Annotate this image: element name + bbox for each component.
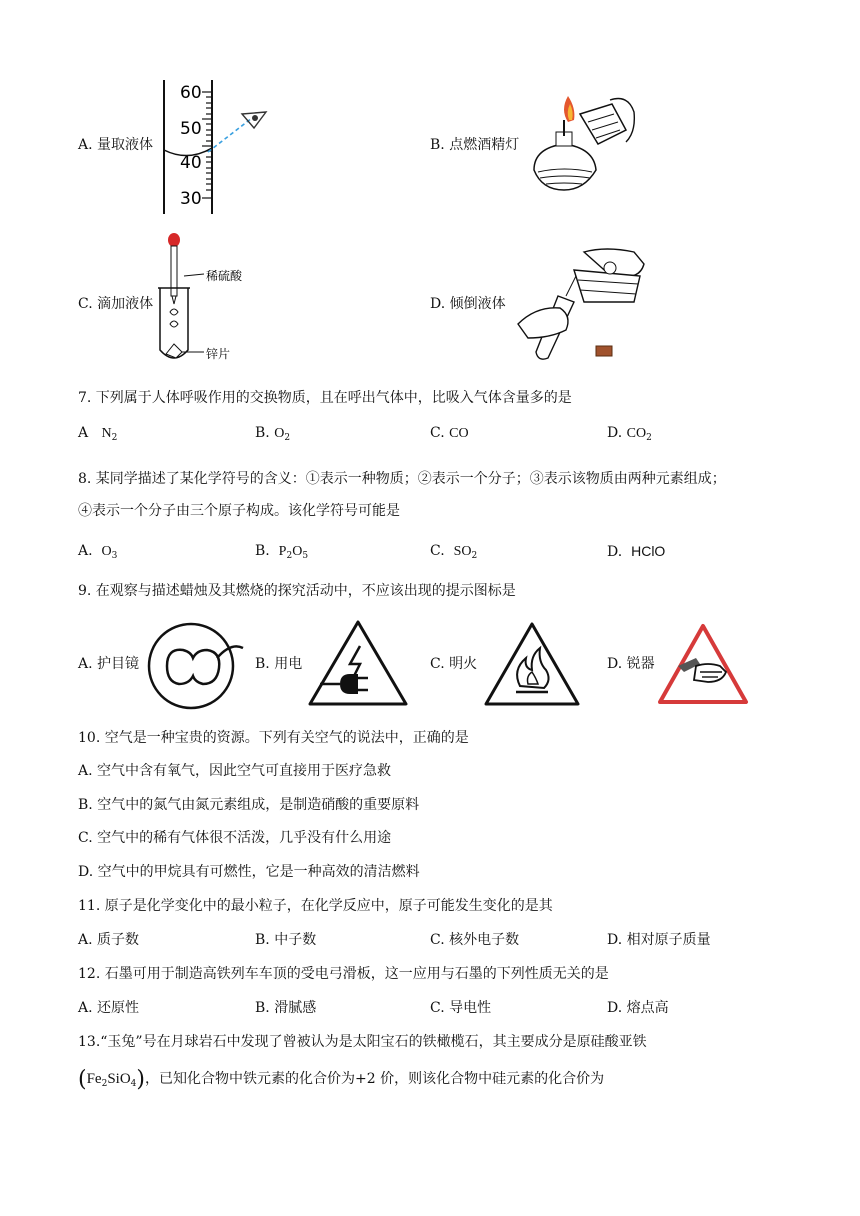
q9-option-c-label: C. 明火 <box>430 656 478 672</box>
q13-stem-line1: 13.“玉兔”号在月球岩石中发现了曾被认为是太阳宝石的铁橄榄石，其主要成分是原硅酸亚铁 <box>78 1034 647 1050</box>
q12-stem: 12. 石墨可用于制造高铁列车车顶的受电弓滑板，这一应用与石墨的下列性质无关的是 <box>78 966 609 982</box>
q9-stem: 9. 在观察与描述蜡烛及其燃烧的探究活动中，不应该出现的提示图标是 <box>78 583 516 599</box>
scale-label-60: 60 <box>180 83 202 103</box>
electricity-icon <box>306 618 410 708</box>
q8-option-d[interactable]: D. HClO <box>607 543 666 560</box>
q12-option-b[interactable]: B. 滑腻感 <box>255 1000 317 1016</box>
option-b-label: B. 点燃酒精灯 <box>430 137 520 153</box>
q11-stem: 11. 原子是化学变化中的最小粒子，在化学反应中，原子可能发生变化的是其 <box>78 898 553 914</box>
q10-option-c[interactable]: C. 空气中的稀有气体很不活泼，几乎没有什么用途 <box>78 830 392 846</box>
q9-option-a-label: A. 护目镜 <box>78 656 140 672</box>
q11-option-b[interactable]: B. 中子数 <box>255 932 317 948</box>
goggles-icon <box>145 622 245 710</box>
sulfuric-acid-annotation: 稀硫酸 <box>206 269 243 283</box>
sharp-object-icon <box>656 620 750 706</box>
q10-stem: 10. 空气是一种宝贵的资源。下列有关空气的说法中，正确的是 <box>78 730 469 746</box>
test-tube-dropper-figure <box>150 230 260 370</box>
q8-option-c[interactable]: C. $SO_2$ <box>430 543 478 561</box>
q13-stem-line2: $(Fe_2SiO_4)$，已知化合物中铁元素的化合价为+2 价，则该化合物中硅元素的化合价为 <box>78 1067 605 1092</box>
q7-stem: 7. 下列属于人体呼吸作用的交换物质，且在呼出气体中，比吸入气体含量多的是 <box>78 390 572 406</box>
q9-option-d-label: D. 锐器 <box>607 656 655 672</box>
q7-option-a[interactable]: A $N_2$ <box>78 425 118 443</box>
scale-label-40: 40 <box>180 153 202 173</box>
q10-option-b[interactable]: B. 空气中的氮气由氮元素组成，是制造硝酸的重要原料 <box>78 797 420 813</box>
open-flame-icon <box>482 620 582 708</box>
q12-option-a[interactable]: A. 还原性 <box>78 1000 140 1016</box>
q9-option-b-label: B. 用电 <box>255 656 303 672</box>
q8-option-a[interactable]: A. $O_3$ <box>78 543 118 561</box>
q11-option-c[interactable]: C. 核外电子数 <box>430 932 520 948</box>
pouring-liquid-figure <box>514 246 654 364</box>
q10-option-d[interactable]: D. 空气中的甲烷具有可燃性，它是一种高效的清洁燃料 <box>78 864 420 880</box>
q12-option-d[interactable]: D. 熔点高 <box>607 1000 669 1016</box>
option-c-label: C. 滴加液体 <box>78 296 154 312</box>
q7-option-c[interactable]: C. CO <box>430 425 469 441</box>
q10-option-a[interactable]: A. 空气中含有氧气，因此空气可直接用于医疗急救 <box>78 763 392 779</box>
q12-option-c[interactable]: C. 导电性 <box>430 1000 492 1016</box>
q8-stem-line1: 8. 某同学描述了某化学符号的含义：①表示一种物质；②表示一个分子；③表示该物质由两种元素组成； <box>78 471 726 487</box>
option-a-label: A. 量取液体 <box>78 137 154 153</box>
q8-stem-line2: ④表示一个分子由三个原子构成。该化学符号可能是 <box>78 503 400 519</box>
alcohol-lamp-figure <box>524 92 642 196</box>
q11-option-a[interactable]: A. 质子数 <box>78 932 140 948</box>
scale-label-50: 50 <box>180 119 202 139</box>
zinc-annotation: 锌片 <box>206 347 231 361</box>
scale-label-30: 30 <box>180 189 202 209</box>
q11-option-d[interactable]: D. 相对原子质量 <box>607 932 711 948</box>
option-d-label: D. 倾倒液体 <box>430 296 506 312</box>
q8-option-b[interactable]: B. $P_2O_5$ <box>255 543 309 561</box>
q7-option-b[interactable]: B. $O_2$ <box>255 425 291 443</box>
graduated-cylinder-figure <box>150 76 280 218</box>
q7-option-d[interactable]: D. $CO_2$ <box>607 425 652 443</box>
